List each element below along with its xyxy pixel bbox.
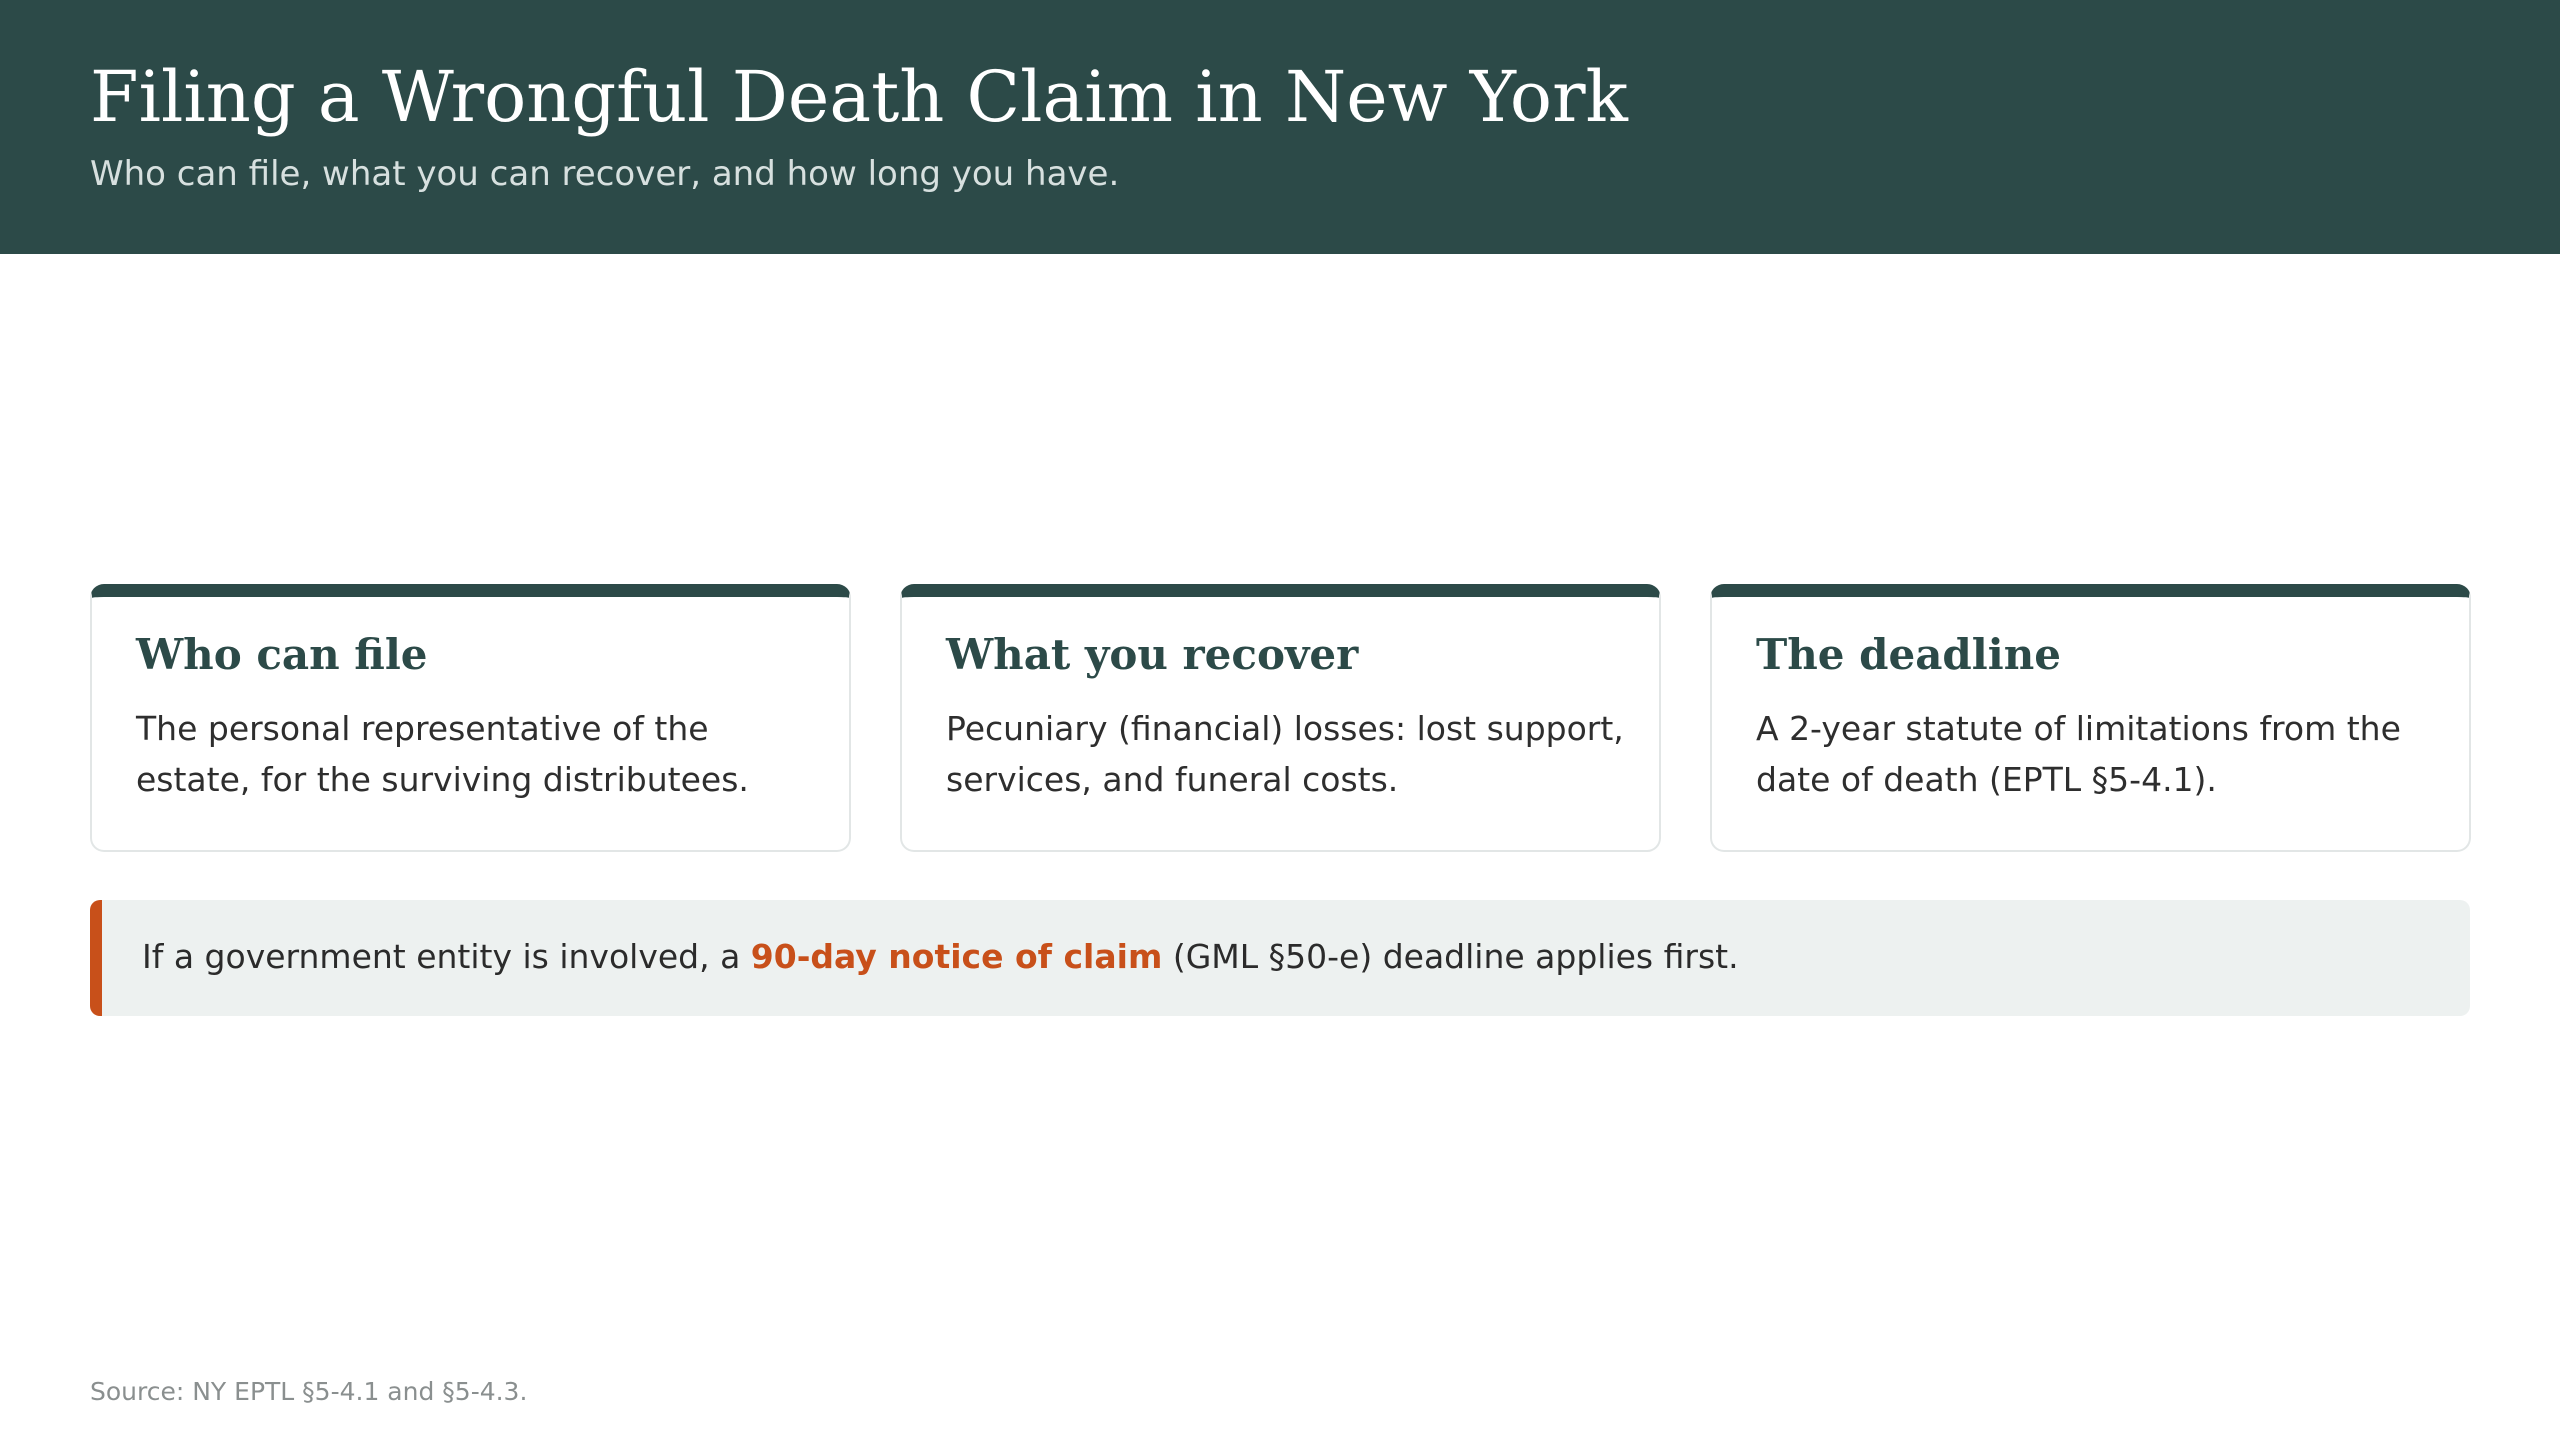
callout-prefix: If a government entity is involved, a (142, 937, 751, 976)
info-cards (90, 584, 2470, 852)
card-what-you-recover (900, 584, 1661, 852)
callout-suffix: (GML §50-e) deadline applies first. (1162, 937, 1739, 976)
page-header (0, 0, 2560, 254)
card-body: The personal representative of the estate, for the surviving distributees. (136, 709, 749, 799)
card-title: Who can file (136, 630, 428, 679)
callout-highlight: 90-day notice of claim (750, 937, 1163, 976)
card-the-deadline (1710, 584, 2471, 852)
page-subtitle: Who can file, what you can recover, and how long you have. (90, 154, 1120, 194)
card-title: The deadline (1756, 630, 2061, 679)
card-who-can-file (90, 584, 851, 852)
callout-text (142, 933, 1739, 981)
source-note: Source: NY EPTL §5-4.1 and §5-4.3. (90, 1377, 528, 1406)
card-title: What you recover (946, 630, 1359, 679)
card-body: A 2-year statute of limitations from the date of death (EPTL §5-4.1). (1756, 709, 2401, 799)
page-title: Filing a Wrongful Death Claim in New York (90, 56, 1628, 138)
card-body: Pecuniary (financial) losses: lost support, services, and funeral costs. (946, 709, 1624, 799)
government-notice-callout (90, 900, 2470, 1016)
